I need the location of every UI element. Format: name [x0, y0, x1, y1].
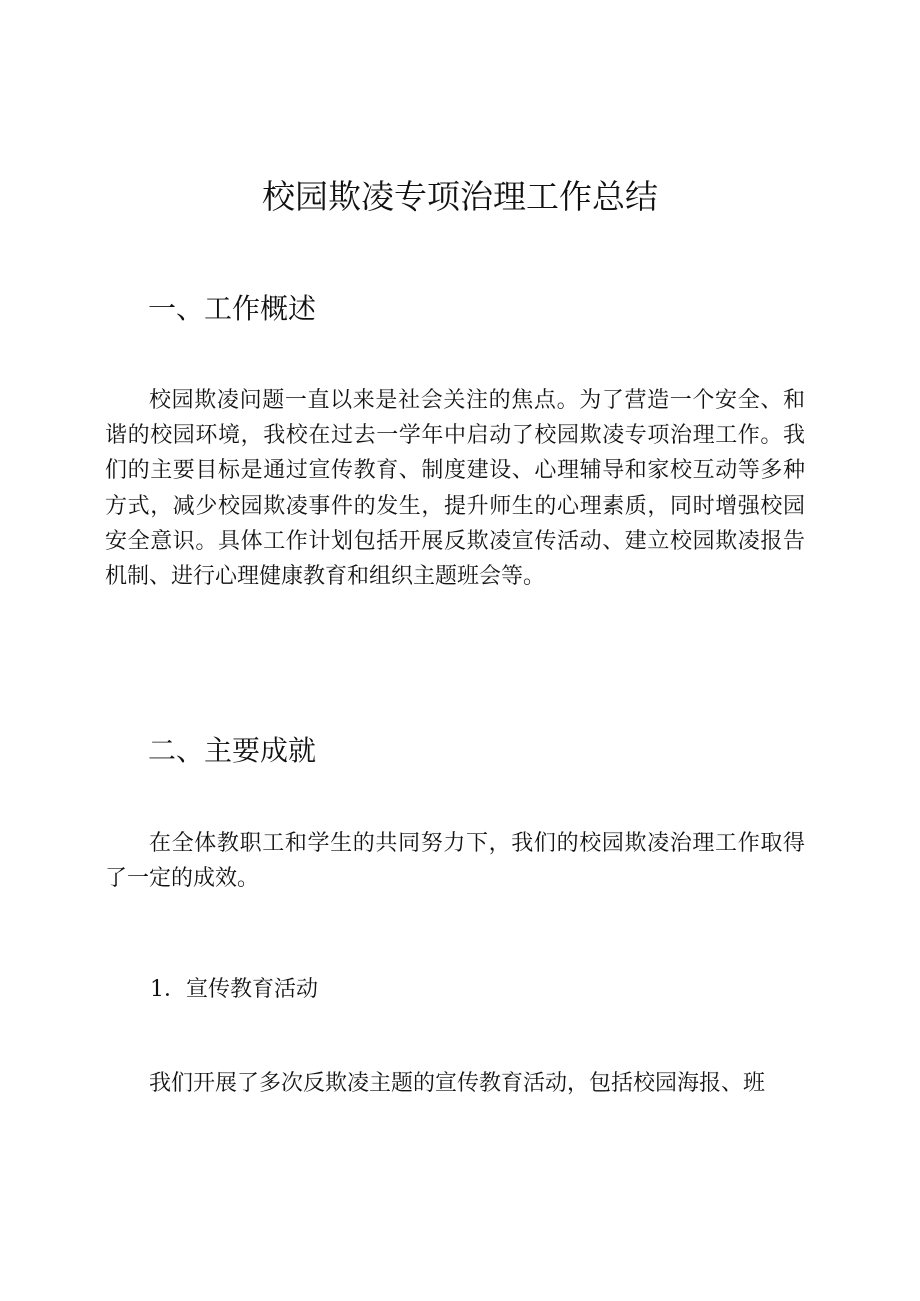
achievements-intro-paragraph: 在全体教职工和学生的共同努力下，我们的校园欺凌治理工作取得了一定的成效。	[105, 831, 805, 892]
document-title: 校园欺凌专项治理工作总结	[262, 177, 658, 216]
section-heading-achievements: 二、主要成就	[148, 734, 317, 767]
publicity-education-paragraph: 我们开展了多次反欺凌主题的宣传教育活动，包括校园海报、班	[149, 1071, 766, 1096]
overview-paragraph: 校园欺凌问题一直以来是社会关注的焦点。为了营造一个安全、和谐的校园环境，我校在过去一学年中启动了校园欺凌专项治理工作。我们的主要目标是通过宣传教育、制度建设、心理辅导和家校互动等多种方式，减少校园欺凌事件的发生，提升师生的心理素质，同时增强校园安全意识。具体工作计划包括开展反欺凌宣传活动、建立校园欺凌报告机制、进行心理健康教育和组织主题班会等。	[105, 388, 805, 590]
section-heading-overview: 一、工作概述	[148, 292, 317, 325]
subheading-publicity-education: 1．宣传教育活动	[150, 977, 318, 1002]
